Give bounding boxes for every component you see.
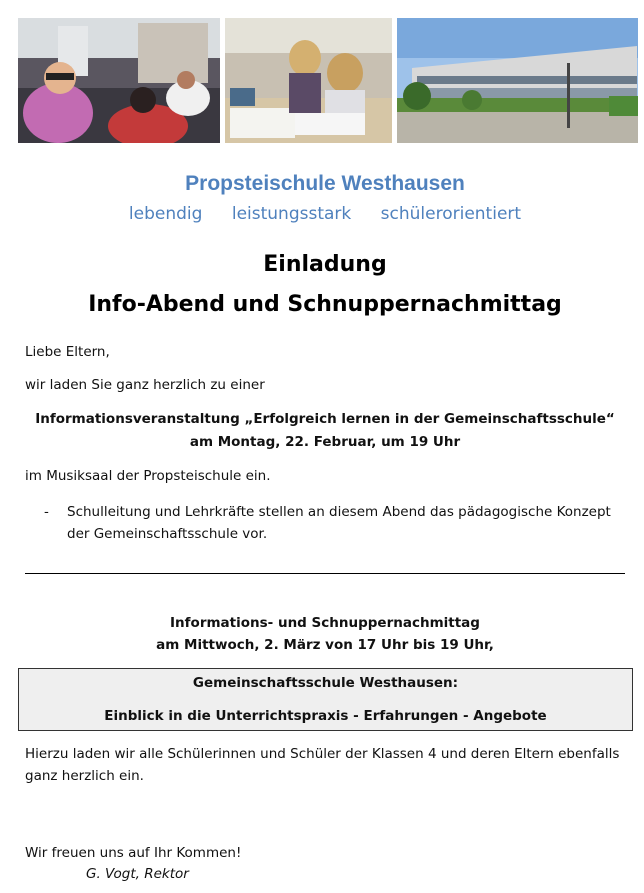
box-subheading: Einblick in die Unterrichtspraxis - Erfahrungen - Angebote (104, 708, 547, 724)
highlight-box (18, 668, 633, 731)
event1-date: am Montag, 22. Februar, um 19 Uhr (189, 434, 461, 450)
event1-title: Informationsveranstaltung „Erfolgreich lernen in der Gemeinschaftsschule“ (35, 411, 615, 427)
event2-date: am Mittwoch, 2. März von 17 Uhr bis 19 Uhr, (156, 637, 494, 653)
bullet-item (44, 501, 634, 545)
photo-science-class (18, 18, 220, 143)
title-invitation: Einladung (263, 252, 387, 277)
greeting: Liebe Eltern, (25, 344, 110, 360)
divider-line (25, 573, 625, 574)
event2-title: Informations- und Schnuppernachmittag (170, 615, 480, 631)
invite-text: Hierzu laden wir alle Schülerinnen und Schüler der Klassen 4 und deren Eltern ebenfalls ganz herzlich ein. (25, 746, 620, 784)
event1-location: im Musiksaal der Propsteischule ein. (25, 468, 271, 484)
intro-text: wir laden Sie ganz herzlich zu einer (25, 377, 265, 393)
school-name: Propsteischule Westhausen (185, 172, 465, 195)
photo-students-writing (225, 18, 392, 143)
header-photos (18, 18, 638, 143)
signature: G. Vogt, Rektor (86, 866, 189, 882)
motto-word: lebendig (128, 204, 203, 224)
motto-word: leistungsstark (231, 204, 352, 224)
closing-text: Wir freuen uns auf Ihr Kommen! (25, 845, 242, 861)
title-event: Info-Abend und Schnuppernachmittag (88, 292, 562, 317)
bullet-dash: - (44, 504, 49, 520)
photo-school-building (397, 18, 638, 143)
box-heading: Gemeinschaftsschule Westhausen: (192, 675, 459, 691)
motto-word: schülerorientiert (380, 204, 522, 224)
bullet-text: Schulleitung und Lehrkräfte stellen an diesem Abend das pädagogische Konzept der Gemeinschaftsschule vor. (67, 504, 611, 542)
school-motto (0, 204, 644, 224)
